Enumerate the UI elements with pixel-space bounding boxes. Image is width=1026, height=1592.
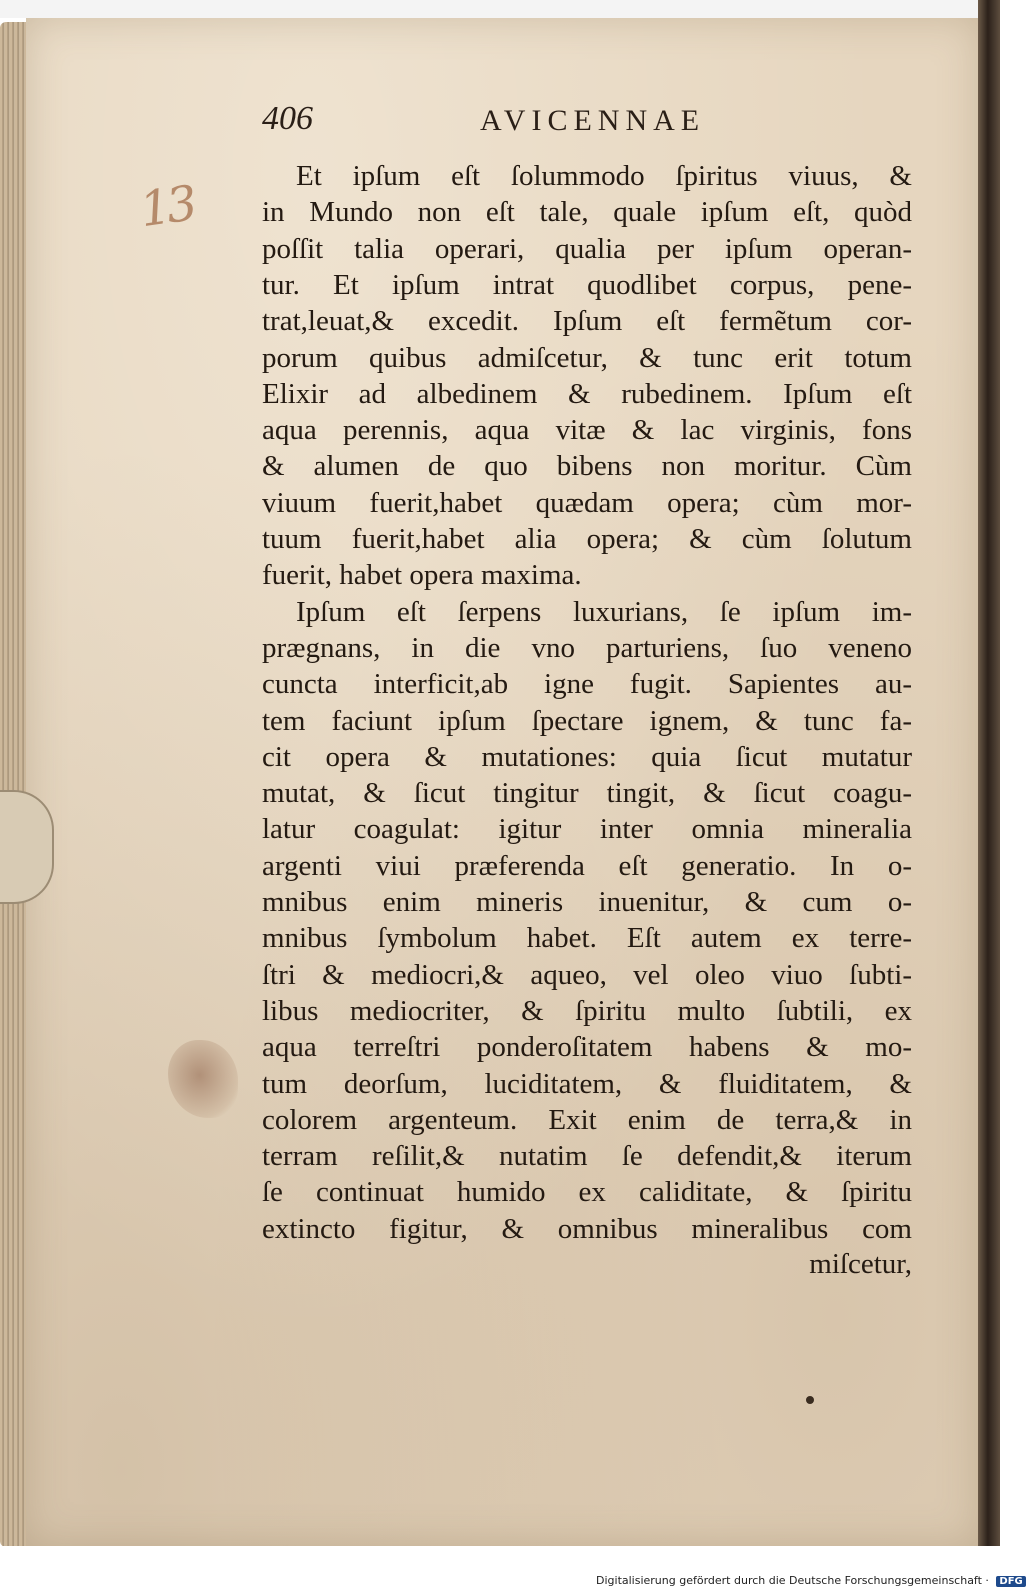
- text-line: trat,leuat,& excedit. Ipſum eſt fermẽtum cor-: [262, 305, 912, 338]
- text-line: ſe continuat humido ex caliditate, & ſpiritu: [262, 1176, 912, 1209]
- text-line: prægnans, in die vno parturiens, ſuo veneno: [262, 631, 912, 664]
- text-line: libus mediocriter, & ſpiritu multo ſubtili, ex: [262, 994, 912, 1027]
- text-line: & alumen de quo bibens non moritur. Cùm: [262, 450, 912, 483]
- text-line: tuum fuerit,habet alia opera; & cùm ſolutum: [262, 523, 912, 555]
- page-number: 406: [262, 100, 313, 137]
- text-line: ſtri & mediocri,& aqueo, vel oleo viuo ſubti-: [262, 958, 912, 991]
- page-header: [262, 100, 732, 150]
- text-line: aqua perennis, aqua vitæ & lac virginis, fons: [262, 414, 912, 447]
- ink-spot: [806, 1396, 814, 1404]
- text-line: tem faciunt ipſum ſpectare ignem, & tunc fa-: [262, 704, 912, 737]
- page-clip-tab: [0, 790, 54, 904]
- margin-note: 13: [136, 175, 197, 239]
- text-line: Elixir ad albedinem & rubedinem. Ipſum eſt: [262, 377, 912, 410]
- text-line: porum quibus admiſcetur, & tunc erit totum: [262, 341, 912, 374]
- text-line: fuerit, habet opera maxima.: [262, 559, 582, 592]
- scan-top-margin: [0, 0, 1000, 18]
- catchword: miſcetur,: [809, 1248, 912, 1280]
- text-line: mnibus enim mineris inuenitur, & cum o-: [262, 886, 912, 918]
- text-line: cuncta interficit,ab igne fugit. Sapientes au-: [262, 668, 912, 701]
- text-line: Et ipſum eſt ſolummodo ſpiritus viuus, &: [296, 160, 912, 192]
- text-line: cit opera & mutationes: quia ſicut mutatur: [262, 740, 912, 773]
- text-line: viuum fuerit,habet quædam opera; cùm mor-: [262, 486, 912, 519]
- book-binding: [978, 0, 1000, 1560]
- text-line: argenti viui præferenda eſt generatio. In o-: [262, 849, 912, 882]
- text-line: tum deorſum, luciditatem, & fluiditatem, &: [262, 1067, 912, 1100]
- text-line: mnibus ſymbolum habet. Eſt autem ex terre-: [262, 922, 912, 955]
- dfg-logo: DFG: [996, 1576, 1025, 1587]
- digitization-credit: [596, 1574, 1026, 1587]
- text-line: colorem argenteum. Exit enim de terra,& in: [262, 1103, 912, 1136]
- credit-text: Digitalisierung gefördert durch die Deutsche Forschungsgemeinschaft ·: [596, 1574, 989, 1587]
- text-line: in Mundo non eſt tale, quale ipſum eſt, quòd: [262, 196, 912, 229]
- running-head: AVICENNAE: [480, 104, 706, 137]
- text-line: extincto figitur, & omnibus mineralibus com: [262, 1212, 912, 1245]
- text-line: Ipſum eſt ſerpens luxurians, ſe ipſum im-: [296, 595, 912, 628]
- text-line: terram reſilit,& nutatim ſe defendit,& iterum: [262, 1140, 912, 1173]
- text-line: mutat, & ſicut tingitur tingit, & ſicut coagu-: [262, 777, 912, 810]
- text-line: latur coagulat: igitur inter omnia mineralia: [262, 813, 912, 846]
- text-line: tur. Et ipſum intrat quodlibet corpus, pene-: [262, 268, 912, 301]
- text-line: poſſit talia operari, qualia per ipſum operan-: [262, 232, 912, 265]
- text-line: aqua terreſtri ponderoſitatem habens & mo-: [262, 1031, 912, 1064]
